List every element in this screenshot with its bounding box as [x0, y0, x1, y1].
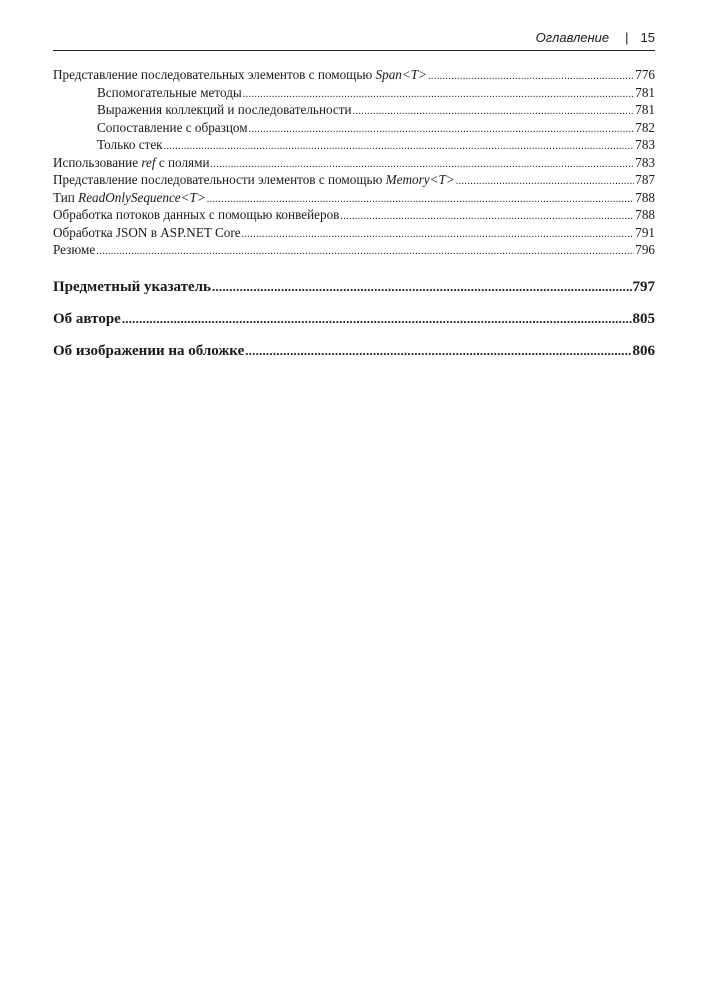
toc-chapter-about-cover[interactable]: [53, 339, 655, 363]
toc-entry-page: 796: [635, 242, 655, 257]
toc-entry-span[interactable]: [53, 66, 655, 84]
dot-leader: [164, 138, 635, 156]
toc-entry-page: 781: [635, 102, 655, 117]
running-head-separator: |: [625, 30, 629, 45]
toc-entry-page: 788: [635, 207, 655, 222]
toc-entry-title: Обработка потоков данных с помощью конвейеров: [53, 207, 340, 222]
dot-leader: [249, 121, 635, 139]
toc-entry-pipelines[interactable]: [53, 206, 655, 224]
toc-chapter-title: Об изображении на обложке: [53, 342, 245, 359]
dot-leader: [340, 208, 634, 226]
toc-entry-ref-fields[interactable]: [53, 154, 655, 172]
toc-entry-title: Резюме: [53, 242, 96, 257]
toc-entry-memory[interactable]: [53, 171, 655, 189]
toc-entry-collection-expressions[interactable]: [53, 101, 655, 119]
toc-entry-page: 783: [635, 137, 655, 152]
toc-entry-page: 783: [635, 154, 655, 170]
toc-entry-title: Выражения коллекций и последовательности: [97, 102, 352, 117]
running-head-page-number: 15: [640, 30, 655, 45]
toc-entry-title: Вспомогательные методы: [97, 84, 242, 100]
dot-leader: [242, 226, 635, 244]
dot-leader: [122, 307, 632, 331]
toc-entry-json[interactable]: [53, 224, 655, 242]
toc-chapter-page: 805: [632, 310, 655, 327]
toc-entry-page: 781: [635, 84, 655, 100]
table-of-contents: [53, 66, 655, 363]
toc-entry-page: 782: [635, 119, 655, 135]
dot-leader: [428, 68, 634, 86]
toc-entry-page: 788: [635, 189, 655, 205]
dot-leader: [212, 275, 632, 299]
toc-entry-pattern-matching[interactable]: [53, 119, 655, 137]
toc-entry-title: Тип ReadOnlySequence<T>: [53, 189, 206, 205]
toc-entry-title: Использование ref с полями: [53, 154, 210, 170]
running-head-section-title: Оглавление: [535, 30, 610, 45]
toc-chapter-page: 797: [632, 278, 655, 295]
dot-leader: [245, 339, 631, 363]
toc-chapter-subject-index[interactable]: [53, 275, 655, 299]
toc-entry-summary[interactable]: [53, 241, 655, 259]
running-head: [53, 30, 655, 51]
toc-entry-title: Представление последовательности элементов с помощью Memory<T>: [53, 172, 455, 187]
dot-leader: [353, 103, 635, 121]
toc-entry-page: 776: [635, 67, 655, 82]
toc-chapter-page: 806: [632, 342, 655, 359]
toc-chapter-title: Об авторе: [53, 310, 121, 327]
toc-entry-title: Сопоставление с образцом: [97, 119, 248, 135]
dot-leader: [456, 173, 635, 191]
toc-chapter-about-author[interactable]: [53, 307, 655, 331]
toc-entry-readonlysequence[interactable]: [53, 189, 655, 207]
toc-entry-title: Представление последовательных элементов с помощью Span<T>: [53, 67, 428, 82]
toc-entry-title: Только стек: [97, 137, 163, 152]
toc-entry-page: 787: [635, 172, 655, 187]
dot-leader: [96, 243, 634, 261]
toc-entry-title: Обработка JSON в ASP.NET Core: [53, 224, 241, 240]
toc-entry-page: 791: [635, 224, 655, 240]
toc-entry-helper-methods[interactable]: [53, 84, 655, 102]
toc-entry-stack-only[interactable]: [53, 136, 655, 154]
toc-chapter-title: Предметный указатель: [53, 278, 211, 295]
